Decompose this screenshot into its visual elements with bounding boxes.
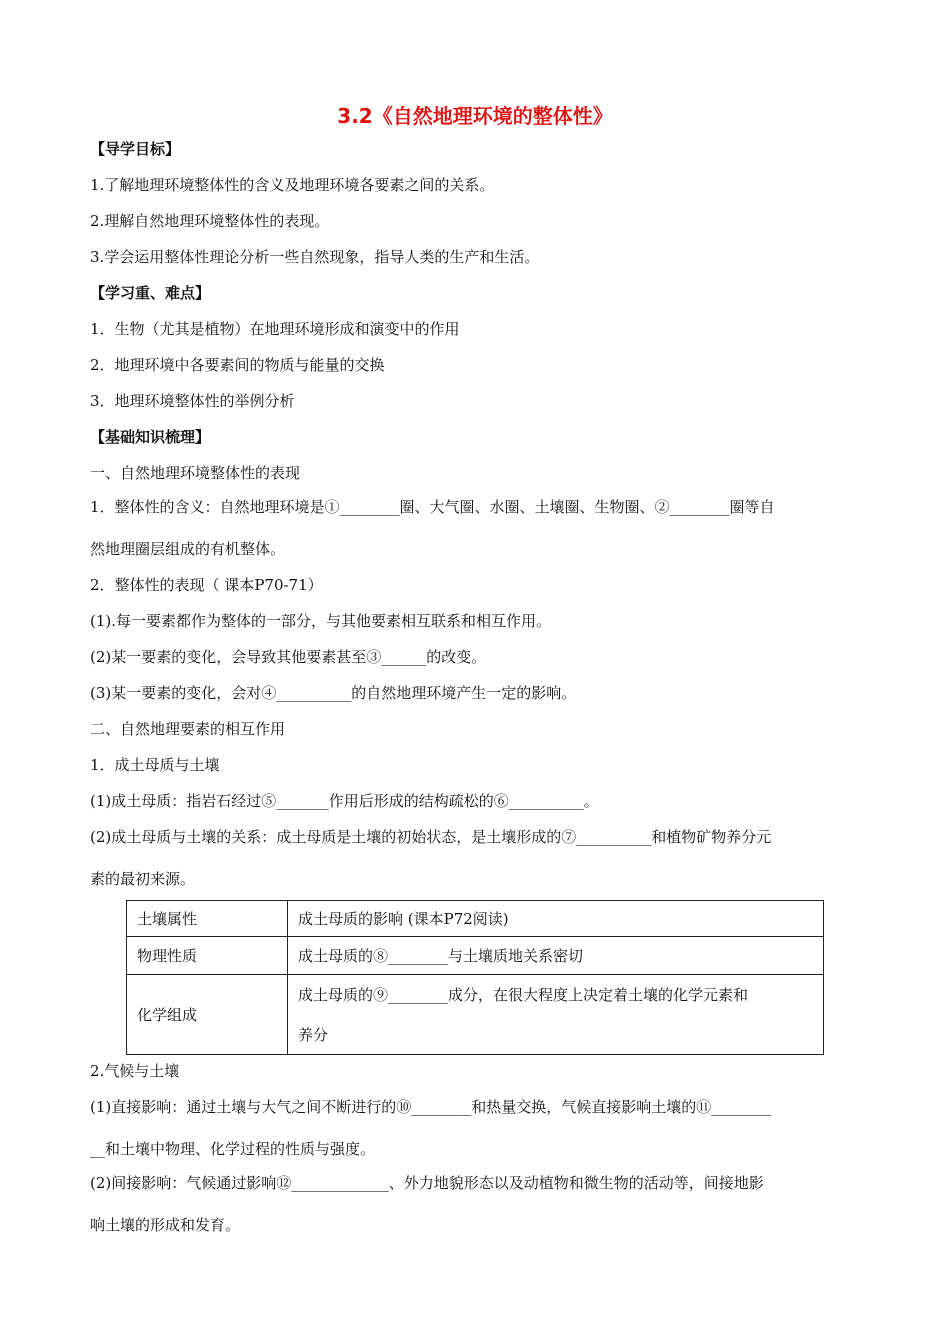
section1-item-c: (3)某一要素的变化，会对④__________的自然地理环境产生一定的影响。 bbox=[90, 684, 577, 702]
table-header-cell: 土壤属性 bbox=[127, 901, 288, 937]
section2-sub2-item-a bbox=[90, 1096, 860, 1160]
section2-sub1: 1．成土母质与土壤 bbox=[90, 756, 220, 774]
keypoint-item-1: 1．生物（尤其是植物）在地理环境形成和演变中的作用 bbox=[90, 320, 460, 338]
keypoint-item-2: 2．地理环境中各要素间的物质与能量的交换 bbox=[90, 356, 385, 374]
section1-paragraph-1 bbox=[90, 496, 860, 560]
keypoint-item-3: 3．地理环境整体性的举例分析 bbox=[90, 392, 295, 410]
section1-item-a: (1).每一要素都作为整体的一部分，与其他要素相互联系和相互作用。 bbox=[90, 612, 552, 630]
sub2-b-line1: (2)间接影响：气候通过影响⑫_____________、外力地貌形态以及动植物和微生物的活动等，间接地影 bbox=[90, 1174, 764, 1192]
objective-item-3: 3.学会运用整体性理论分析一些自然现象，指导人类的生产和生活。 bbox=[90, 248, 540, 266]
section2-sub1-item-a: (1)成土母质：指岩石经过⑤_______作用后形成的结构疏松的⑥__________。 bbox=[90, 792, 599, 810]
objectives-heading: 【导学目标】 bbox=[90, 140, 181, 158]
soil-property-table bbox=[126, 900, 824, 1055]
section1-title: 一、自然地理环境整体性的表现 bbox=[90, 464, 301, 482]
objective-item-1: 1.了解地理环境整体性的含义及地理环境各要素之间的关系。 bbox=[90, 176, 495, 194]
table-cell: 化学组成 bbox=[127, 975, 288, 1055]
section1-p1-line2: 然地理圈层组成的有机整体。 bbox=[90, 540, 286, 558]
table-cell: 物理性质 bbox=[127, 937, 288, 975]
table-cell: 成土母质的⑧________与土壤质地关系密切 bbox=[288, 937, 824, 975]
section2-sub2: 2.气候与土壤 bbox=[90, 1062, 180, 1080]
table-row bbox=[127, 901, 824, 937]
section2-title: 二、自然地理要素的相互作用 bbox=[90, 720, 286, 738]
keypoints-heading: 【学习重、难点】 bbox=[90, 284, 211, 302]
section1-item-b: (2)某一要素的变化，会导致其他要素甚至③______的改变。 bbox=[90, 648, 487, 666]
sub2-a-line2: __和土壤中物理、化学过程的性质与强度。 bbox=[90, 1140, 376, 1158]
sub2-a-line1: (1)直接影响：通过土壤与大气之间不断进行的⑩________和热量交换，气候直接影响土壤的⑪________ bbox=[90, 1098, 772, 1116]
section1-paragraph-2: 2．整体性的表现（ 课本P70-71） bbox=[90, 576, 323, 594]
section1-p1-line1: 1．整体性的含义：自然地理环境是①________圈、大气圈、水圈、土壤圈、生物圈、②________圈等自 bbox=[90, 498, 775, 516]
objective-item-2: 2.理解自然地理环境整体性的表现。 bbox=[90, 212, 330, 230]
sub1-b-line2: 素的最初来源。 bbox=[90, 870, 196, 888]
knowledge-heading: 【基础知识梳理】 bbox=[90, 428, 211, 446]
table-cell bbox=[288, 975, 824, 1055]
sub1-b-line1: (2)成土母质与土壤的关系：成土母质是土壤的初始状态，是土壤形成的⑦__________和植物矿物养分元 bbox=[90, 828, 772, 846]
document-title: 3.2《自然地理环境的整体性》 bbox=[337, 104, 613, 128]
table-header-cell: 成土母质的影响 (课本P72阅读) bbox=[288, 901, 824, 937]
table-row bbox=[127, 975, 824, 1055]
section2-sub2-item-b bbox=[90, 1172, 860, 1236]
table-cell-line2: 养分 bbox=[298, 1025, 329, 1044]
section2-sub1-item-b bbox=[90, 826, 860, 890]
table-row bbox=[127, 937, 824, 975]
sub2-b-line2: 响土壤的形成和发育。 bbox=[90, 1216, 241, 1234]
table-cell-line1: 成土母质的⑨________成分，在很大程度上决定着土壤的化学元素和 bbox=[298, 985, 749, 1004]
